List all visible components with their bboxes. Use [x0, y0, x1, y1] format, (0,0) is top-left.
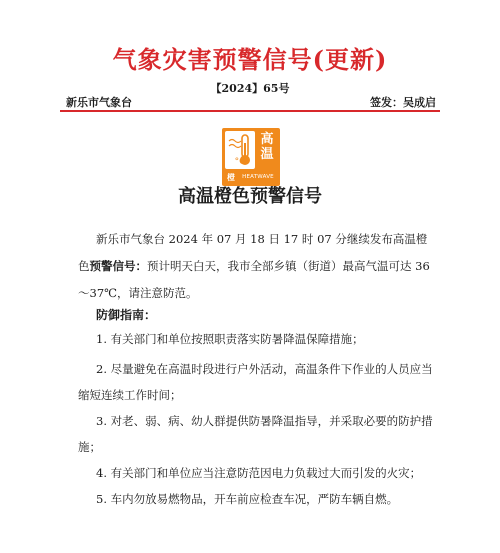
icon-english-label: HEATWAVE	[242, 174, 274, 180]
guide-item: 1. 有关部门和单位按照职责落实防暑降温保障措施；	[96, 332, 364, 346]
guide-item: 4. 有关部门和单位应当注意防范因电力负载过大而引发的火灾；	[96, 466, 422, 480]
icon-label-bottom: 温	[260, 147, 274, 162]
icon-level-char: 橙	[227, 172, 235, 182]
icon-label-top: 高	[260, 132, 274, 147]
guide-item: 5. 车内勿放易燃物品，开车前应检查车况，严防车辆自燃。	[96, 492, 399, 506]
signer-label: 签发：吴成启	[370, 96, 436, 109]
icon-unit-text: °C	[234, 157, 246, 167]
heatwave-orange-warning-icon	[222, 128, 280, 186]
signal-subtitle: 高温橙色预警信号	[178, 186, 322, 207]
guide-heading: 防御指南：	[96, 308, 157, 322]
issuer-label: 新乐市气象台	[66, 96, 132, 109]
red-divider-rule	[60, 110, 440, 112]
guide-item: 3. 对老、弱、病、幼人群提供防暑降温指导，并采取必要的防护措施；	[78, 414, 433, 454]
document-title: 气象灾害预警信号(更新)	[112, 45, 388, 74]
signal-para-bold: 预警信号：	[89, 259, 147, 273]
guide-item: 2. 尽量避免在高温时段进行户外活动，高温条件下作业的人员应当缩短连续工作时间；	[78, 362, 433, 402]
signal-para-rest: 预计明天白天，我市全部乡镇（街道）最高气温可达 36～37℃，请注意防范。	[78, 259, 430, 300]
signal-paragraph	[78, 226, 434, 307]
icon-chinese-label	[257, 132, 277, 162]
document-number: 【2024】65号	[210, 82, 290, 95]
signal-para-lead: 新乐市气象台 2024 年 07 月 18 日 17 时 07 分继续发布高温橙色	[78, 232, 428, 273]
